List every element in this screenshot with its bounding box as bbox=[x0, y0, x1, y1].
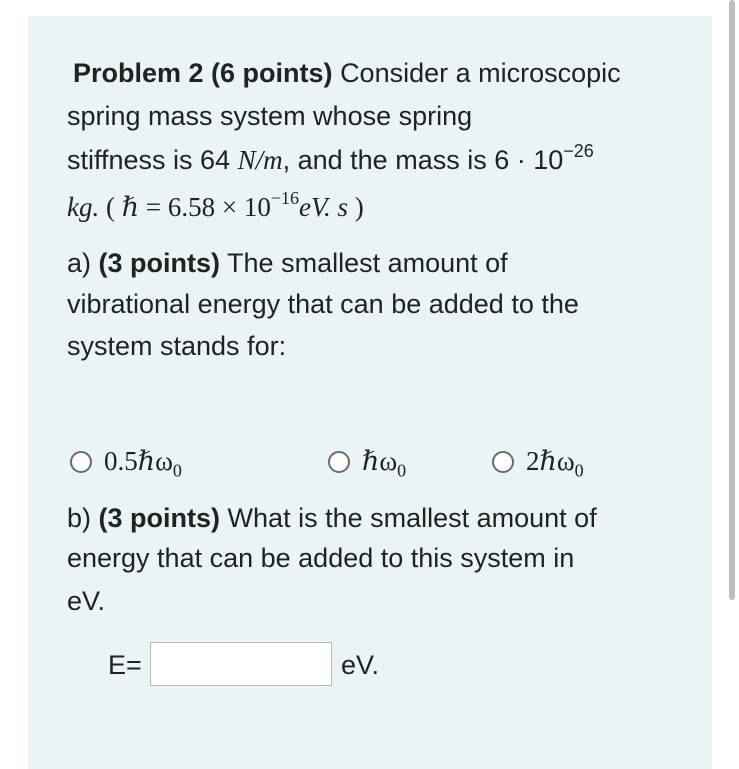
problem-text: Consider a microscopic bbox=[340, 58, 621, 88]
energy-answer-input[interactable] bbox=[150, 642, 332, 686]
part-a-line-1: a) (3 points) The smallest amount of bbox=[67, 248, 508, 278]
problem-heading: Problem 2 (6 points) bbox=[73, 58, 333, 88]
scrollbar[interactable] bbox=[729, 0, 735, 600]
option-0-5-hbar-omega[interactable]: 0.5ℏω$_0$ bbox=[70, 446, 182, 477]
mass-exponent: −26 bbox=[563, 141, 594, 161]
hbar-exponent: −16 bbox=[270, 188, 299, 208]
part-a-line-3: system stands for: bbox=[67, 331, 287, 361]
radio-button[interactable] bbox=[70, 451, 92, 473]
problem-line-1 bbox=[73, 56, 621, 90]
part-b-line-2: energy that can be added to this system in bbox=[67, 543, 575, 573]
part-b-label: b) bbox=[67, 503, 92, 533]
part-a-points: (3 points) bbox=[98, 248, 221, 278]
part-b-line-3: eV. bbox=[67, 586, 106, 616]
part-b-line-1: b) (3 points) What is the smallest amount of bbox=[67, 503, 597, 533]
part-a-line-2: vibrational energy that can be added to the bbox=[67, 289, 579, 319]
problem-line-2: spring mass system whose spring bbox=[67, 101, 473, 131]
stiffness-unit: N/m bbox=[237, 145, 283, 175]
problem-line-3: stiffness is 64 N/m, and the mass is $6 \cdot 10^{-26}$ bbox=[67, 141, 594, 175]
radio-button[interactable] bbox=[492, 451, 514, 473]
problem-line-4: kg. ( ℏ = $6.58 \times 10^{-16}eV$. s ) bbox=[67, 188, 364, 222]
part-b-points: (3 points) bbox=[98, 503, 221, 533]
option-hbar-omega[interactable]: ℏω$_0$ bbox=[328, 446, 406, 477]
answer-label: E= bbox=[108, 650, 142, 680]
radio-button[interactable] bbox=[328, 451, 350, 473]
option-2-hbar-omega[interactable]: 2ℏω$_0$ bbox=[492, 446, 584, 477]
part-a-label: a) bbox=[67, 248, 92, 278]
answer-unit: eV. bbox=[341, 650, 380, 680]
